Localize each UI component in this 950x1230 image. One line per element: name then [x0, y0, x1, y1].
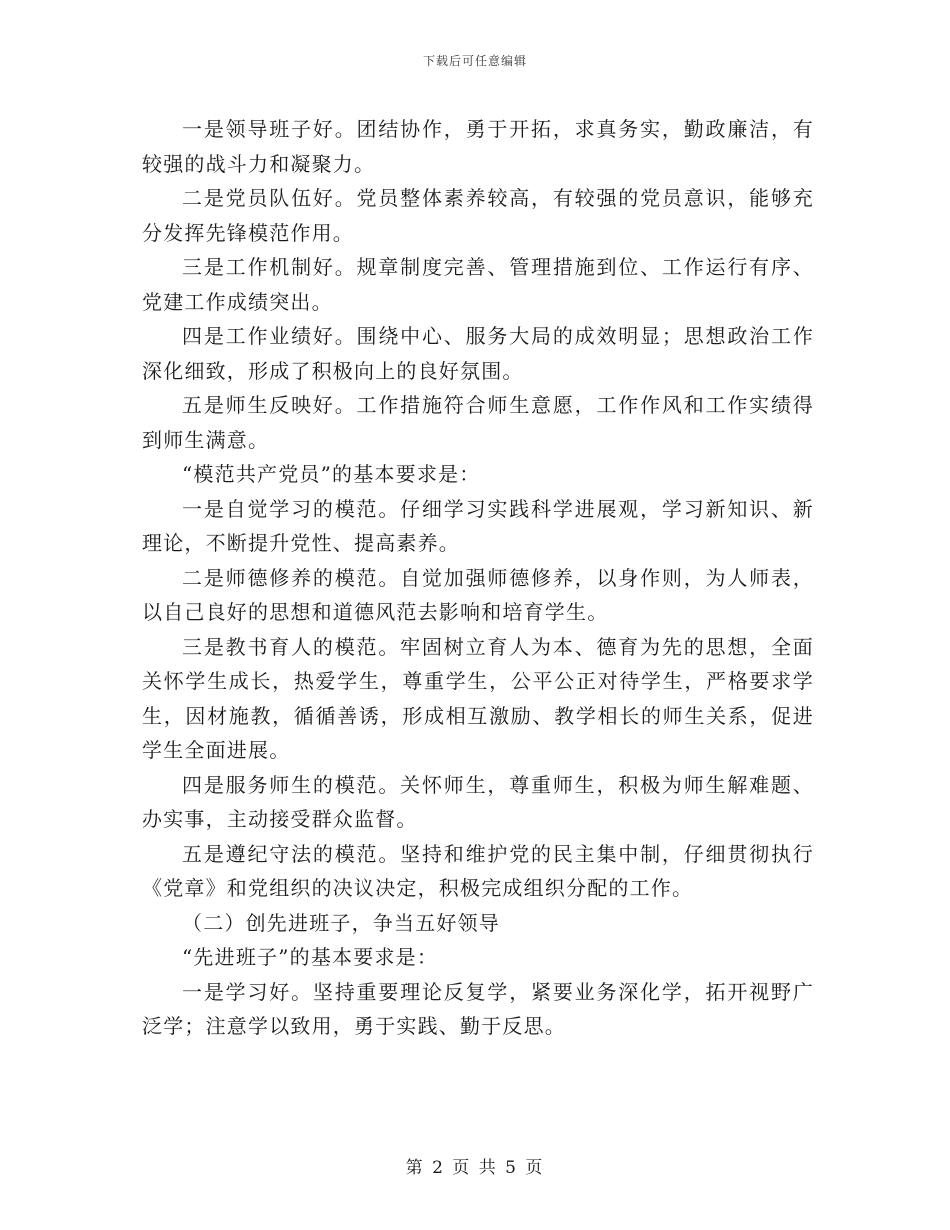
paragraph: 一是领导班子好。团结协作，勇于开拓，求真务实，勤政廉洁，有较强的战斗力和凝聚力。: [142, 117, 814, 176]
section-heading: （二）创先进班子，争当五好领导: [182, 910, 500, 935]
document-body: [142, 112, 814, 1044]
paragraph: 一是自觉学习的模范。仔细学习实践科学进展观，学习新知识、新理论，不断提升党性、提高素养。: [142, 496, 814, 555]
section-intro: “先进班子”的基本要求是：: [182, 945, 439, 969]
page-header-note: 下载后可任意编辑: [422, 54, 527, 68]
paragraph: 三是工作机制好。规章制度完善、管理措施到位、工作运行有序、党建工作成绩突出。: [142, 255, 814, 314]
paragraph: 二是师德修养的模范。自觉加强师德修养，以身作则，为人师表，以自己良好的思想和道德风范去影响和培育学生。: [142, 565, 814, 624]
paragraph: 一是学习好。坚持重要理论反复学，紧要业务深化学，拓开视野广泛学；注意学以致用，勇于实践、勤于反思。: [142, 979, 814, 1038]
paragraph: 四是服务师生的模范。关怀师生，尊重师生，积极为师生解难题、办实事，主动接受群众监督。: [142, 772, 814, 831]
paragraph: 五是师生反映好。工作措施符合师生意愿，工作作风和工作实绩得到师生满意。: [142, 393, 814, 452]
page-number: 第 2 页 共 5 页: [405, 1158, 545, 1178]
paragraph: 五是遵纪守法的模范。坚持和维护党的民主集中制，仔细贯彻执行《党章》和党组织的决议决定，积极完成组织分配的工作。: [142, 841, 814, 900]
paragraph: 三是教书育人的模范。牢固树立育人为本、德育为先的思想，全面关怀学生成长，热爱学生，尊重学生，公平公正对待学生，严格要求学生，因材施教，循循善诱，形成相互激励、教学相长的师生关系，促进学生全面进展。: [142, 634, 814, 762]
paragraph: 四是工作业绩好。围绕中心、服务大局的成效明显；思想政治工作深化细致，形成了积极向上的良好氛围。: [142, 324, 814, 383]
paragraph: 二是党员队伍好。党员整体素养较高，有较强的党员意识，能够充分发挥先锋模范作用。: [142, 186, 814, 245]
section-intro: “模范共产党员”的基本要求是：: [182, 462, 481, 486]
